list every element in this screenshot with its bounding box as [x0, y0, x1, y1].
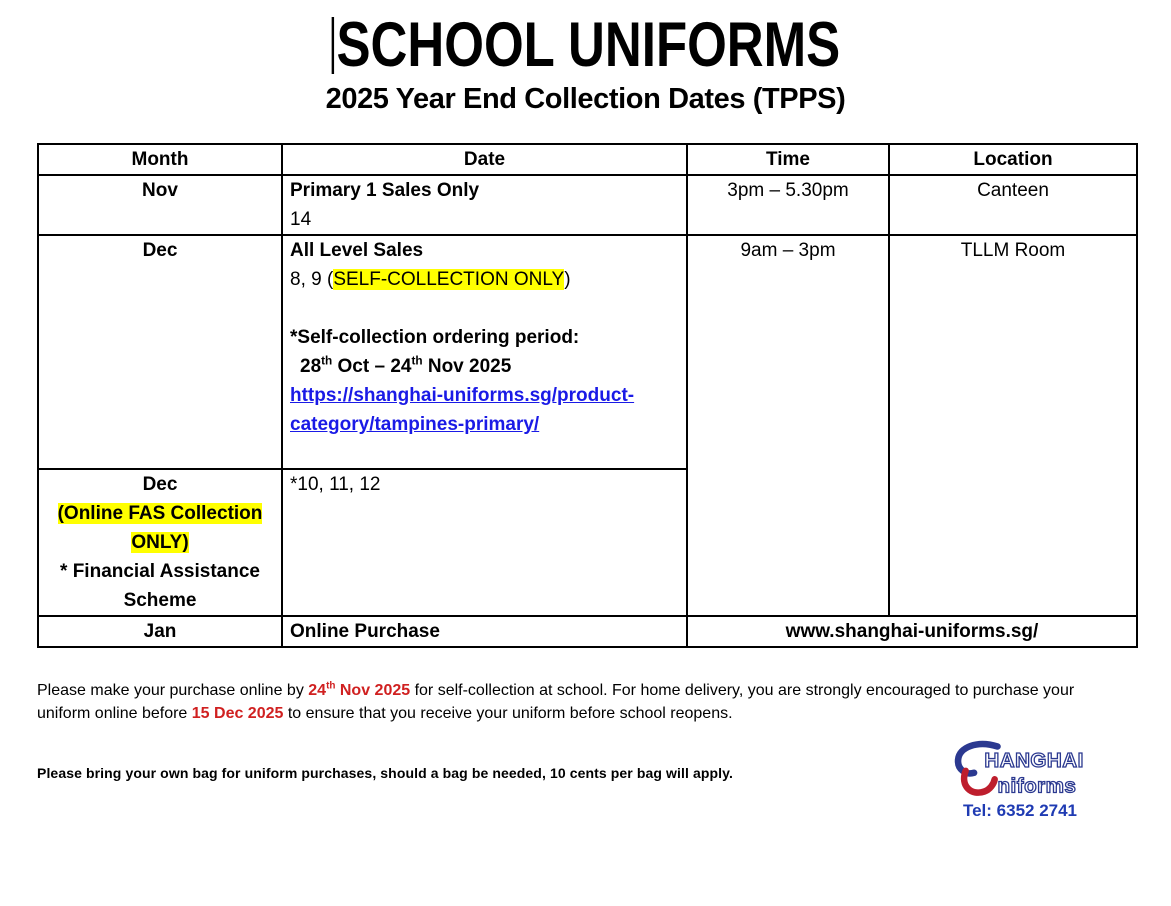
page-subtitle: 2025 Year End Collection Dates (TPPS) — [325, 83, 846, 115]
order-hyperlink[interactable] — [290, 381, 634, 439]
ordinal-suffix: th — [326, 680, 336, 692]
date-days-prefix: 8, 9 ( — [290, 269, 334, 290]
location-cell: TLLM Room — [889, 235, 1137, 616]
collection-dates-table — [37, 143, 1138, 648]
website-cell: www.shanghai-uniforms.sg/ — [687, 616, 1137, 647]
note-text: Please make your purchase online by — [37, 682, 309, 699]
fas-highlight-line2: ONLY) — [131, 532, 189, 553]
delivery-deadline: 15 Dec 2025 — [191, 705, 284, 722]
note-text: to ensure that you receive your uniform before school reopens. — [283, 705, 733, 722]
table-row-nov — [38, 175, 1137, 235]
bring-bag-note: Please bring your own bag for uniform purchases, should a bag be needed, 10 cents per bag will apply. — [37, 765, 733, 781]
time-cell: 3pm – 5.30pm — [687, 175, 889, 235]
month-cell: Nov — [38, 175, 282, 235]
text-cursor-caret — [331, 17, 333, 74]
footer-row — [37, 739, 1099, 821]
logo-graphic — [945, 739, 1095, 799]
table-row-dec-sales — [38, 235, 1137, 469]
table-row-jan — [38, 616, 1137, 647]
ordering-mid: Oct – 24 — [332, 356, 412, 377]
blank-line — [290, 294, 679, 323]
purchase-note — [37, 679, 1075, 725]
hyperlink-line2: category/tampines-primary/ — [290, 414, 540, 435]
ordinal-suffix: th — [321, 354, 333, 368]
month-cell — [38, 469, 282, 616]
date-days-line — [290, 265, 679, 294]
page-title: SCHOOL UNIFORMS — [336, 10, 840, 80]
col-header-location: Location — [889, 144, 1137, 175]
month-cell: Jan — [38, 616, 282, 647]
month-cell: Dec — [38, 235, 282, 469]
logo-text-bottom: niforms — [997, 774, 1077, 798]
telephone-number: Tel: 6352 2741 — [962, 801, 1078, 820]
hyperlink-line1: https://shanghai-uniforms.sg/product- — [290, 385, 635, 406]
fas-note-line1: * Financial Assistance — [60, 561, 260, 582]
logo-text-top: HANGHAI — [984, 749, 1084, 773]
col-header-date: Date — [282, 144, 687, 175]
col-header-time: Time — [687, 144, 889, 175]
fas-month: Dec — [142, 474, 178, 495]
ordering-day: 28 — [300, 356, 322, 377]
shanghai-uniforms-logo — [941, 739, 1099, 821]
date-title: All Level Sales — [290, 240, 424, 261]
ordering-period-dates — [290, 352, 679, 381]
fas-note-line2: Scheme — [123, 590, 197, 611]
self-collection-highlight: SELF-COLLECTION ONLY — [333, 269, 565, 290]
date-cell — [282, 235, 687, 469]
date-cell — [282, 175, 687, 235]
self-collection-deadline: 24th Nov 2025 — [308, 680, 411, 699]
table-header-row — [38, 144, 1137, 175]
date-title: Primary 1 Sales Only — [290, 180, 480, 201]
ordering-period-label: *Self-collection ordering period: — [290, 327, 580, 348]
date-cell: Online Purchase — [282, 616, 687, 647]
date-cell: *10, 11, 12 — [282, 469, 687, 616]
date-days-suffix: ) — [564, 269, 571, 290]
col-header-month: Month — [38, 144, 282, 175]
title-block — [0, 0, 1171, 116]
date-days: 14 — [290, 209, 312, 230]
time-cell: 9am – 3pm — [687, 235, 889, 616]
note-text: for self-collection at school. For home delivery, you are strongly encouraged to purchase your uniform online before — [37, 682, 1075, 722]
fas-highlight-line1: (Online FAS Collection — [57, 503, 263, 524]
ordinal-suffix: th — [411, 354, 423, 368]
location-cell: Canteen — [889, 175, 1137, 235]
ordering-rest: Nov 2025 — [422, 356, 512, 377]
